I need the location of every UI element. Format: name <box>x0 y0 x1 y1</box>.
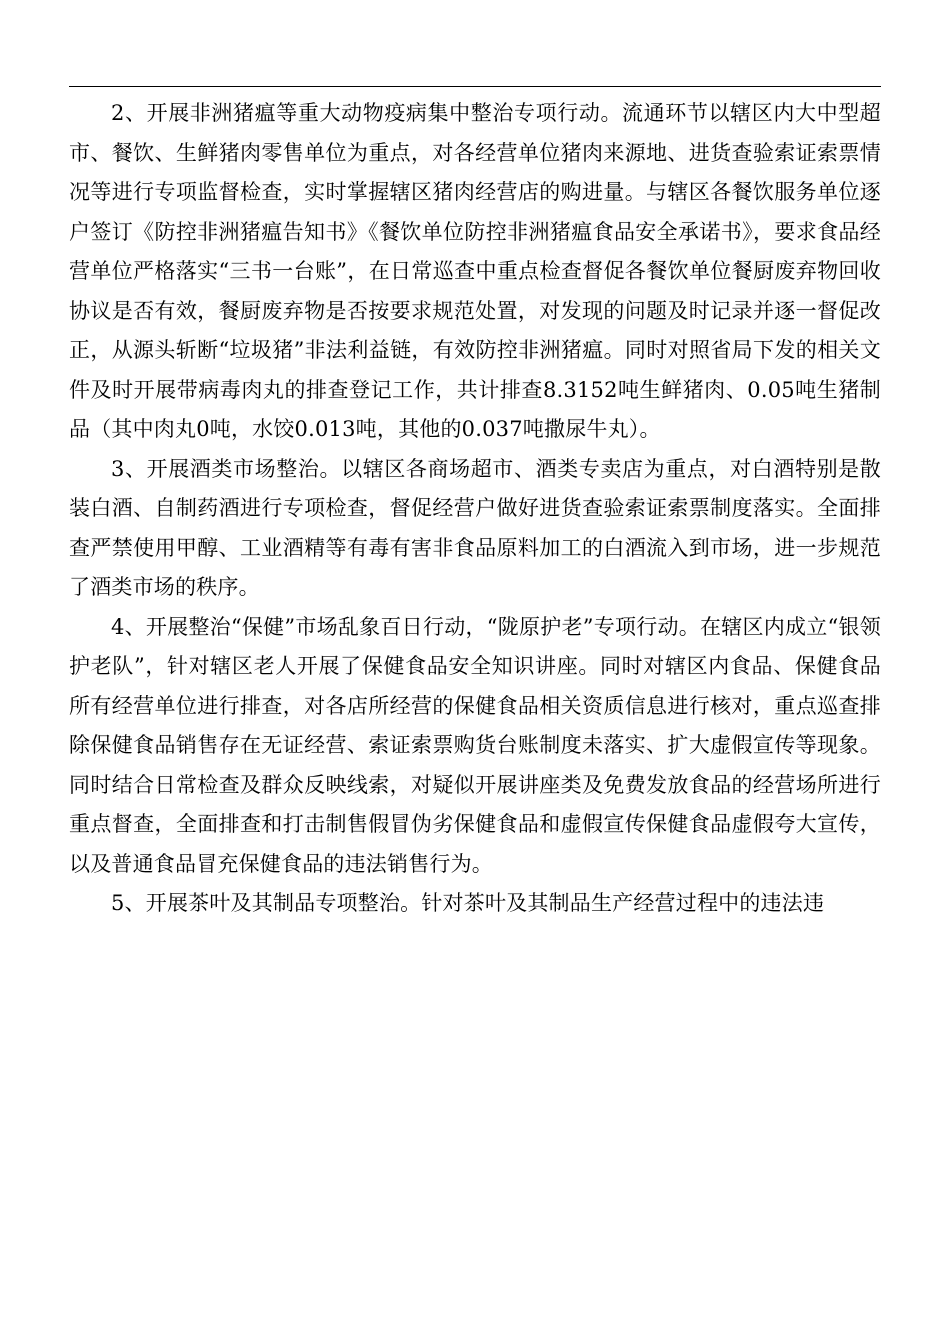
document-body <box>69 94 881 924</box>
paragraph-item-4: 4、开展整治“保健”市场乱象百日行动，“陇原护老”专项行动。在辖区内成立“银领护老队”，针对辖区老人开展了保健食品安全知识讲座。同时对辖区内食品、保健食品所有经营单位进行排查，对各店所经营的保健食品相关资质信息进行核对，重点巡查排除保健食品销售存在无证经营、索证索票购货台账制度未落实、扩大虚假宣传等现象。同时结合日常检查及群众反映线索，对疑似开展讲座类及免费发放食品的经营场所进行重点督查，全面排查和打击制售假冒伪劣保健食品和虚假宣传保健食品虚假夸大宣传，以及普通食品冒充保健食品的违法销售行为。 <box>69 614 881 876</box>
paragraph-item-5: 5、开展茶叶及其制品专项整治。针对茶叶及其制品生产经营过程中的违法违 <box>111 891 825 915</box>
paragraph-item-2: 2、开展非洲猪瘟等重大动物疫病集中整治专项行动。流通环节以辖区内大中型超市、餐饮、生鲜猪肉零售单位为重点，对各经营单位猪肉来源地、进货查验索证索票情况等进行专项监督检查，实时掌握辖区猪肉经营店的购进量。与辖区各餐饮服务单位逐户签订《防控非洲猪瘟告知书》《餐饮单位防控非洲猪瘟食品安全承诺书》，要求食品经营单位严格落实“三书一台账”，在日常巡查中重点检查督促各餐饮单位餐厨废弃物回收协议是否有效，餐厨废弃物是否按要求规范处置，对发现的问题及时记录并逐一督促改正，从源头斩断“垃圾猪”非法利益链，有效防控非洲猪瘟。同时对照省局下发的相关文件及时开展带病毒肉丸的排查登记工作，共计排查8.3152吨生鲜猪肉、0.05吨生猪制品（其中肉丸0吨，水饺0.013吨，其他的0.037吨撒尿牛丸）。 <box>69 101 881 441</box>
paragraph-item-3: 3、开展酒类市场整治。以辖区各商场超市、酒类专卖店为重点，对白酒特别是散装白酒、自制药酒进行专项检查，督促经营户做好进货查验索证索票制度落实。全面排查严禁使用甲醇、工业酒精等有毒有害非食品原料加工的白酒流入到市场，进一步规范了酒类市场的秩序。 <box>69 456 881 599</box>
header-rule <box>69 86 881 87</box>
